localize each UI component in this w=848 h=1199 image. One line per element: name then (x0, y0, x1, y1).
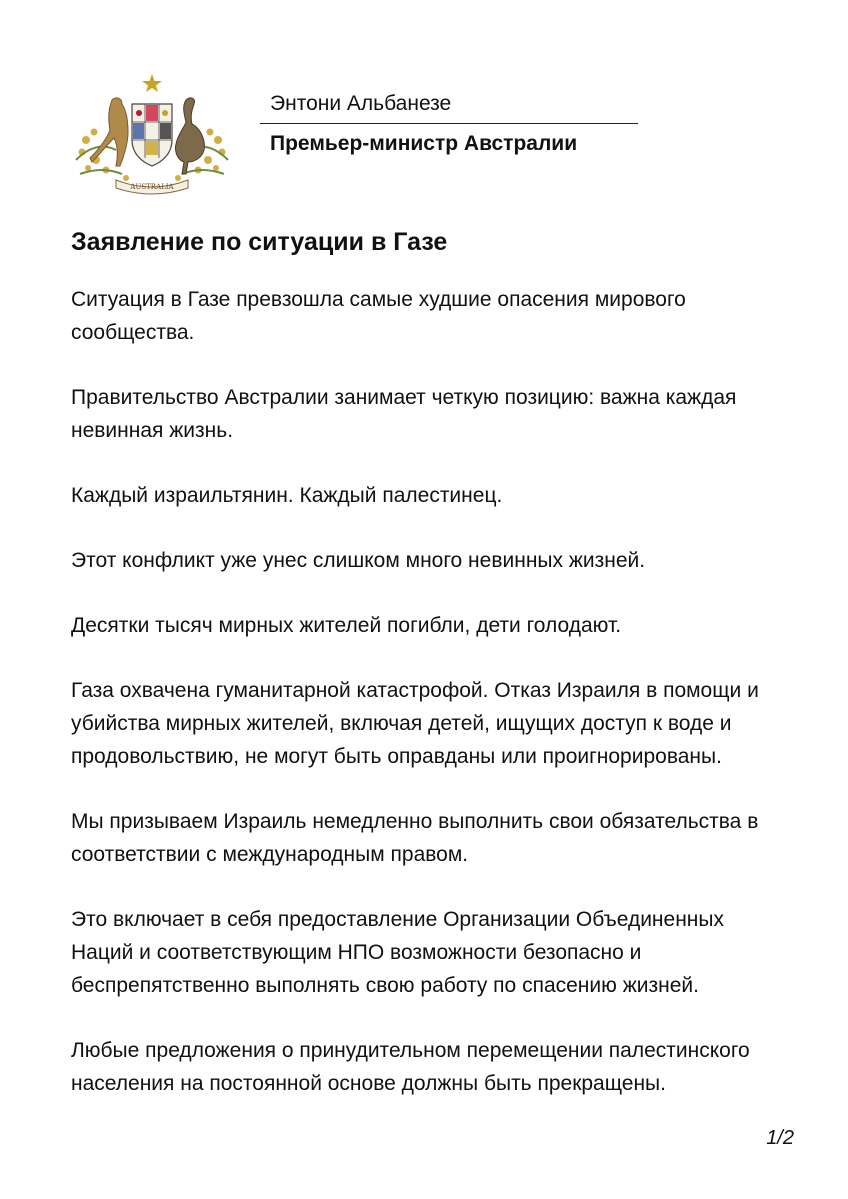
letterhead-name: Энтони Альбанезе (270, 92, 452, 115)
paragraph-5: Десятки тысяч мирных жителей погибли, дети голодают. (71, 614, 622, 637)
paragraph-7: Мы призываем Израиль немедленно выполнить свои обязательства в соответствии с международным правом. (71, 810, 759, 866)
paragraph-3: Каждый израильтянин. Каждый палестинец. (71, 484, 503, 507)
paragraph-4: Этот конфликт уже унес слишком много невинных жизней. (71, 549, 646, 572)
crest-motto: AUSTRALIA (130, 183, 174, 191)
paragraph-1: Ситуация в Газе превзошла самые худшие опасения мирового сообщества. (71, 288, 686, 344)
paragraph-8: Это включает в себя предоставление Организации Объединенных Наций и соответствующим НПО возможности безопасно и беспрепятственно выполнять свою работу по спасению жизней. (71, 908, 724, 997)
paragraph-6: Газа охвачена гуманитарной катастрофой. Отказ Израиля в помощи и убийства мирных жителей, включая детей, ищущих доступ к воде и продовольствию, не могут быть оправданы или проигнорированы. (71, 679, 759, 768)
letterhead-title: Премьер-министр Австралии (270, 132, 578, 155)
paragraph-2: Правительство Австралии занимает четкую позицию: важна каждая невинная жизнь. (71, 386, 737, 442)
page-number: 1/2 (766, 1127, 794, 1149)
letterhead-divider (260, 123, 638, 124)
document-body (71, 283, 791, 1132)
australian-coat-of-arms-icon (66, 70, 238, 198)
document-title: Заявление по ситуации в Газе (71, 228, 448, 256)
paragraph-9: Любые предложения о принудительном перемещении палестинского населения на постоянной основе должны быть прекращены. (71, 1039, 750, 1095)
